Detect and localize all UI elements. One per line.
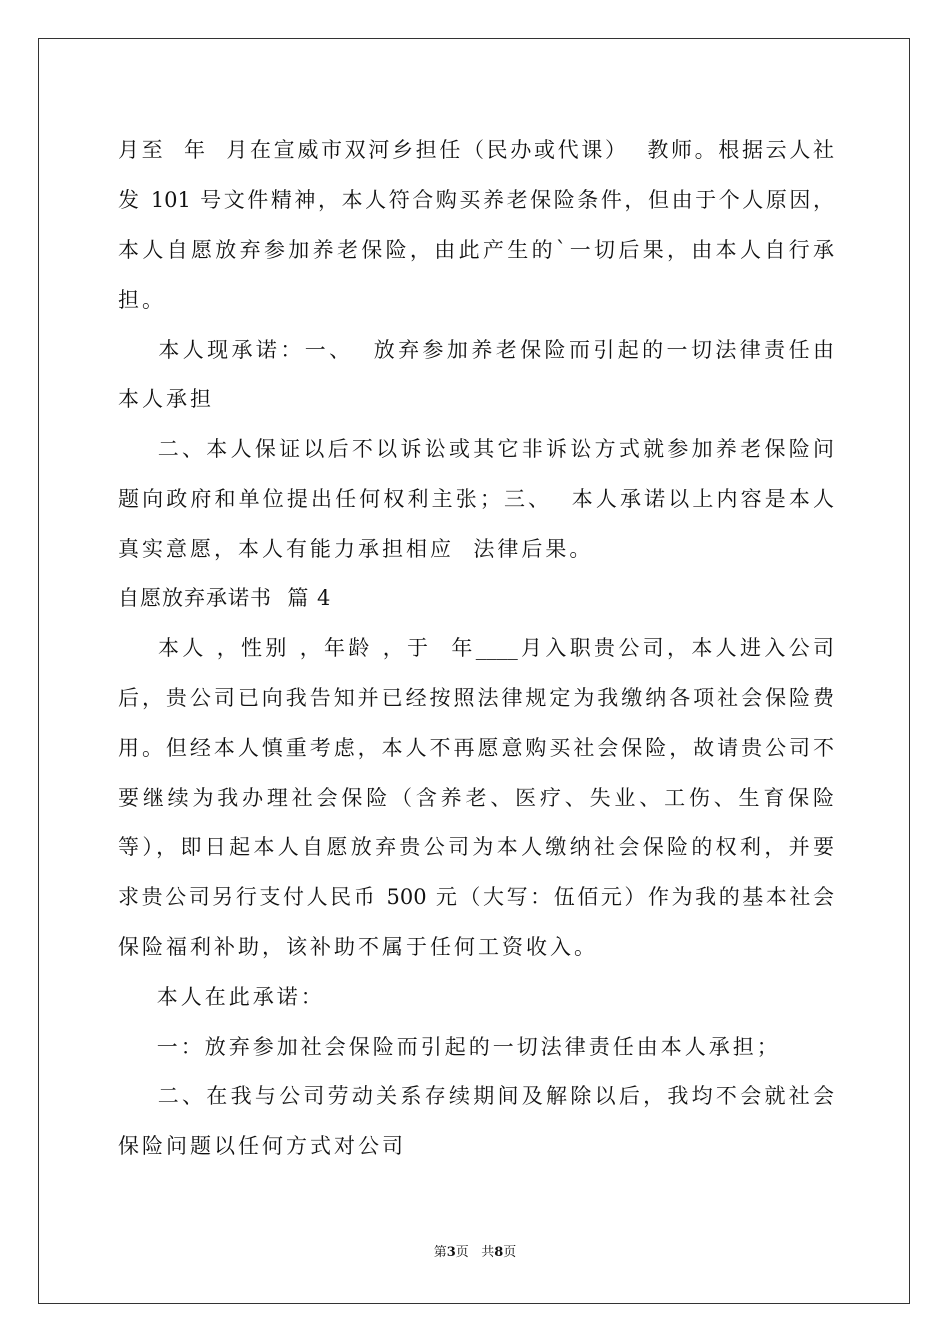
- text-line: 等），即日起本人自愿放弃贵公司为本人缴纳社会保险的权利，并要: [118, 835, 834, 859]
- page-border: [38, 38, 910, 1304]
- text-line: 保险问题以任何方式对公司: [118, 1134, 406, 1158]
- text-line: 后，贵公司已向我告知并已经按照法律规定为我缴纳各项社会保险费: [118, 686, 834, 710]
- text-line: 要继续为我办理社会保险（含养老、医疗、失业、工伤、生育保险: [118, 786, 834, 810]
- total-pages: 8: [494, 1245, 504, 1260]
- text-line: 本人自愿放弃参加养老保险，由此产生的`一切后果，由本人自行承: [118, 238, 834, 262]
- section-heading: 自愿放弃承诺书 篇 4: [118, 586, 332, 610]
- page-label-prefix: 第: [433, 1245, 447, 1260]
- page-label-mid: 页 共: [455, 1245, 495, 1260]
- text-line: 求贵公司另行支付人民币 500 元（大写：伍佰元）作为我的基本社会: [118, 885, 834, 909]
- page-label-suffix: 页: [503, 1245, 517, 1260]
- text-line: 担。: [118, 288, 166, 312]
- text-line: 保险福利补助，该补助不属于任何工资收入。: [118, 935, 598, 959]
- text-line: 题向政府和单位提出任何权利主张；三、 本人承诺以上内容是本人: [118, 487, 834, 511]
- text-line: 二、本人保证以后不以诉讼或其它非诉讼方式就参加养老保险问: [118, 437, 834, 461]
- text-line: 本人现承诺：一、 放弃参加养老保险而引起的一切法律责任由: [118, 338, 834, 362]
- text-line: 本人在此承诺：: [118, 985, 325, 1009]
- text-line: 本人 ，性别 ，年龄 ，于 年____月入职贵公司，本人进入公司: [118, 636, 834, 660]
- page-footer: [0, 1245, 950, 1261]
- text-line: 月至 年 月在宣威市双河乡担任（民办或代课） 教师。根据云人社: [118, 138, 834, 162]
- text-line: 用。但经本人慎重考虑，本人不再愿意购买社会保险，故请贵公司不: [118, 736, 834, 760]
- text-line: 本人承担: [118, 387, 214, 411]
- text-line: 真实意愿，本人有能力承担相应 法律后果。: [118, 537, 594, 561]
- text-line: 二、在我与公司劳动关系存续期间及解除以后，我均不会就社会: [118, 1084, 834, 1108]
- page-number: 3: [446, 1245, 456, 1260]
- text-line: 发 101 号文件精神，本人符合购买养老保险条件，但由于个人原因，: [118, 188, 834, 212]
- text-line: 一：放弃参加社会保险而引起的一切法律责任由本人承担；: [118, 1035, 781, 1059]
